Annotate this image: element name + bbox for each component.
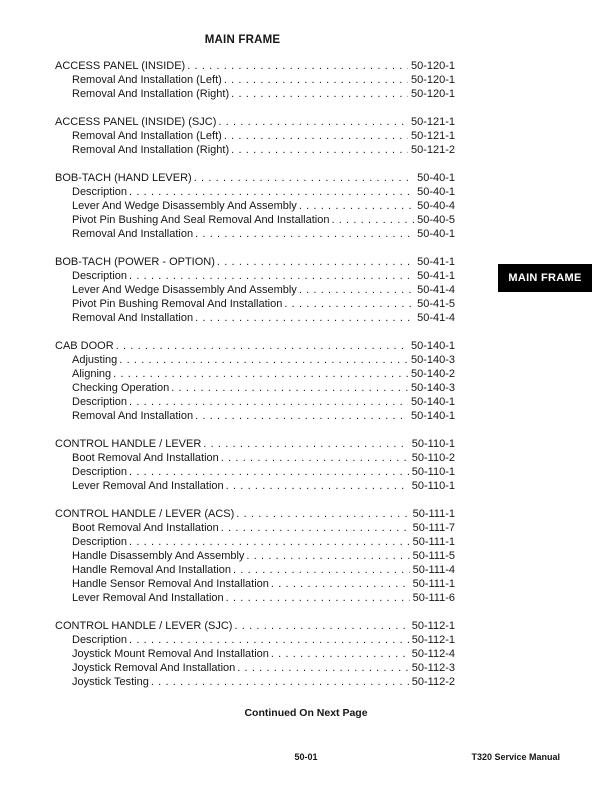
toc-section — [55, 507, 455, 605]
toc-entry-title: Adjusting — [72, 354, 118, 366]
toc-entry-title: Description — [72, 466, 128, 478]
toc-entry-page: 50-40-5 — [417, 214, 455, 226]
toc-item-row — [55, 409, 455, 423]
footer-manual-title: T320 Service Manual — [471, 752, 560, 762]
toc-item-row — [55, 129, 455, 143]
dot-leader — [129, 535, 410, 549]
toc-entry-page: 50-121-1 — [410, 116, 455, 128]
toc-entry-page: 50-112-1 — [411, 634, 455, 646]
page-title: MAIN FRAME — [204, 34, 281, 46]
toc-entry-page: 50-140-3 — [410, 382, 455, 394]
toc-section — [55, 339, 455, 423]
dot-leader — [194, 171, 414, 185]
toc-entry-page: 50-120-1 — [410, 74, 455, 86]
toc-entry-page: 50-112-2 — [411, 676, 455, 688]
toc-entry-title: Removal And Installation — [72, 228, 194, 240]
toc-entry-page: 50-41-4 — [417, 312, 455, 324]
toc-item-row — [55, 199, 455, 213]
toc-item-row — [55, 73, 455, 87]
toc-entry-page: 50-40-1 — [417, 228, 455, 240]
toc-entry-title: Joystick Removal And Installation — [72, 662, 236, 674]
toc-item-row — [55, 143, 455, 157]
toc-entry-page: 50-111-6 — [412, 592, 455, 604]
toc-entry-page: 50-110-1 — [411, 466, 455, 478]
section-tab-label: MAIN FRAME — [508, 272, 582, 284]
dot-leader — [129, 395, 408, 409]
toc-section — [55, 255, 455, 325]
toc-item-row — [55, 591, 455, 605]
toc-entry-page: 50-140-1 — [410, 340, 455, 352]
dot-leader — [129, 465, 409, 479]
toc-entry-title: ACCESS PANEL (INSIDE) — [55, 60, 186, 72]
dot-leader — [226, 591, 410, 605]
toc-entry-page: 50-110-1 — [411, 480, 455, 492]
dot-leader — [195, 409, 408, 423]
toc-entry-page: 50-41-4 — [417, 284, 455, 296]
toc-entry-page: 50-121-2 — [410, 144, 455, 156]
toc-entry-title: Description — [72, 634, 128, 646]
dot-leader — [116, 339, 408, 353]
toc-entry-title: Checking Operation — [72, 382, 170, 394]
toc-entry-page: 50-111-7 — [412, 522, 455, 534]
toc-entry-title: Description — [72, 536, 128, 548]
dot-leader — [231, 87, 408, 101]
footer-page-number: 50-01 — [294, 752, 318, 762]
toc-entry-page: 50-112-4 — [411, 648, 455, 660]
toc-entry-title: Description — [72, 270, 128, 282]
toc-entry-page: 50-40-1 — [417, 186, 455, 198]
dot-leader — [246, 549, 409, 563]
dot-leader — [171, 381, 408, 395]
toc-entry-page: 50-41-1 — [417, 270, 455, 282]
toc-item-row — [55, 311, 455, 325]
dot-leader — [284, 297, 414, 311]
toc-entry-title: Lever And Wedge Disassembly And Assembly — [72, 200, 297, 212]
toc-entry-page: 50-111-1 — [412, 508, 455, 520]
toc-item-row — [55, 479, 455, 493]
toc-section-row — [55, 437, 455, 451]
toc-item-row — [55, 451, 455, 465]
continued-note: Continued On Next Page — [244, 707, 368, 719]
toc-entry-title: Description — [72, 396, 128, 408]
toc-section — [55, 59, 455, 101]
dot-leader — [236, 507, 409, 521]
toc-item-row — [55, 521, 455, 535]
toc-entry-title: Pivot Pin Bushing And Seal Removal And Installation — [72, 214, 330, 226]
dot-leader — [221, 451, 409, 465]
toc-section-row — [55, 339, 455, 353]
toc-item-row — [55, 577, 455, 591]
toc-item-row — [55, 465, 455, 479]
toc-section — [55, 115, 455, 157]
toc-item-row — [55, 367, 455, 381]
dot-leader — [331, 213, 414, 227]
toc-entry-title: Handle Removal And Installation — [72, 564, 231, 576]
dot-leader — [271, 577, 410, 591]
toc-entry-page: 50-120-1 — [410, 60, 455, 72]
toc-section-row — [55, 115, 455, 129]
toc-entry-title: Removal And Installation (Left) — [72, 130, 222, 142]
toc-entry-title: Removal And Installation — [72, 312, 194, 324]
toc-entry-title: Lever Removal And Installation — [72, 592, 224, 604]
toc-section-row — [55, 619, 455, 633]
dot-leader — [234, 619, 408, 633]
toc-item-row — [55, 297, 455, 311]
toc-entry-title: Joystick Testing — [72, 676, 149, 688]
toc-section-row — [55, 507, 455, 521]
toc-entry-page: 50-40-1 — [417, 172, 455, 184]
toc-entry-page: 50-111-4 — [412, 564, 455, 576]
section-bleed-tab — [498, 264, 592, 292]
dot-leader — [151, 675, 409, 689]
dot-leader — [129, 185, 414, 199]
toc-entry-title: BOB-TACH (POWER - OPTION) — [55, 256, 215, 268]
dot-leader — [217, 255, 414, 269]
toc-item-row — [55, 269, 455, 283]
toc-section — [55, 171, 455, 241]
toc-entry-title: Boot Removal And Installation — [72, 522, 219, 534]
toc-entry-title: Removal And Installation (Right) — [72, 144, 230, 156]
table-of-contents — [55, 59, 455, 703]
toc-entry-title: Boot Removal And Installation — [72, 452, 219, 464]
toc-section-row — [55, 59, 455, 73]
toc-section — [55, 619, 455, 689]
dot-leader — [113, 367, 408, 381]
toc-entry-page: 50-140-1 — [410, 410, 455, 422]
toc-section-row — [55, 255, 455, 269]
dot-leader — [195, 311, 414, 325]
toc-entry-page: 50-120-1 — [410, 88, 455, 100]
toc-entry-page: 50-140-2 — [410, 368, 455, 380]
dot-leader — [221, 521, 410, 535]
toc-entry-page: 50-112-3 — [411, 662, 455, 674]
toc-entry-title: Lever And Wedge Disassembly And Assembly — [72, 284, 297, 296]
toc-entry-title: Pivot Pin Bushing Removal And Installation — [72, 298, 283, 310]
dot-leader — [299, 283, 414, 297]
toc-item-row — [55, 535, 455, 549]
toc-entry-title: ACCESS PANEL (INSIDE) (SJC) — [55, 116, 217, 128]
toc-entry-page: 50-121-1 — [410, 130, 455, 142]
toc-item-row — [55, 283, 455, 297]
dot-leader — [119, 353, 408, 367]
dot-leader — [231, 143, 408, 157]
toc-section — [55, 437, 455, 493]
toc-entry-page: 50-41-5 — [417, 298, 455, 310]
dot-leader — [195, 227, 414, 241]
toc-item-row — [55, 353, 455, 367]
toc-entry-title: Removal And Installation (Left) — [72, 74, 222, 86]
toc-item-row — [55, 213, 455, 227]
dot-leader — [203, 437, 408, 451]
toc-entry-page: 50-140-3 — [410, 354, 455, 366]
dot-leader — [224, 73, 408, 87]
dot-leader — [271, 647, 409, 661]
toc-entry-title: Removal And Installation (Right) — [72, 88, 230, 100]
dot-leader — [237, 661, 409, 675]
toc-entry-page: 50-140-1 — [410, 396, 455, 408]
toc-entry-title: CONTROL HANDLE / LEVER (ACS) — [55, 508, 235, 520]
toc-item-row — [55, 563, 455, 577]
dot-leader — [187, 59, 408, 73]
dot-leader — [129, 269, 414, 283]
dot-leader — [129, 633, 409, 647]
toc-item-row — [55, 549, 455, 563]
toc-item-row — [55, 381, 455, 395]
toc-item-row — [55, 675, 455, 689]
toc-entry-page: 50-110-2 — [411, 452, 455, 464]
toc-item-row — [55, 185, 455, 199]
toc-entry-title: Handle Disassembly And Assembly — [72, 550, 245, 562]
toc-entry-page: 50-111-5 — [412, 550, 455, 562]
dot-leader — [226, 479, 409, 493]
toc-entry-title: Joystick Mount Removal And Installation — [72, 648, 269, 660]
toc-entry-page: 50-40-4 — [417, 200, 455, 212]
toc-item-row — [55, 87, 455, 101]
toc-entry-page: 50-111-1 — [412, 536, 455, 548]
toc-entry-page: 50-41-1 — [417, 256, 455, 268]
toc-entry-title: CONTROL HANDLE / LEVER — [55, 438, 202, 450]
toc-entry-title: Aligning — [72, 368, 112, 380]
dot-leader — [224, 129, 408, 143]
toc-entry-title: Description — [72, 186, 128, 198]
toc-item-row — [55, 227, 455, 241]
toc-item-row — [55, 395, 455, 409]
dot-leader — [233, 563, 410, 577]
toc-entry-page: 50-111-1 — [412, 578, 455, 590]
toc-item-row — [55, 633, 455, 647]
toc-item-row — [55, 661, 455, 675]
toc-entry-page: 50-110-1 — [411, 438, 455, 450]
toc-entry-page: 50-112-1 — [411, 620, 455, 632]
toc-entry-title: Removal And Installation — [72, 410, 194, 422]
toc-item-row — [55, 647, 455, 661]
toc-section-row — [55, 171, 455, 185]
toc-entry-title: CONTROL HANDLE / LEVER (SJC) — [55, 620, 233, 632]
toc-entry-title: CAB DOOR — [55, 340, 114, 352]
toc-entry-title: BOB-TACH (HAND LEVER) — [55, 172, 192, 184]
dot-leader — [218, 115, 408, 129]
toc-entry-title: Lever Removal And Installation — [72, 480, 224, 492]
dot-leader — [299, 199, 414, 213]
toc-entry-title: Handle Sensor Removal And Installation — [72, 578, 269, 590]
